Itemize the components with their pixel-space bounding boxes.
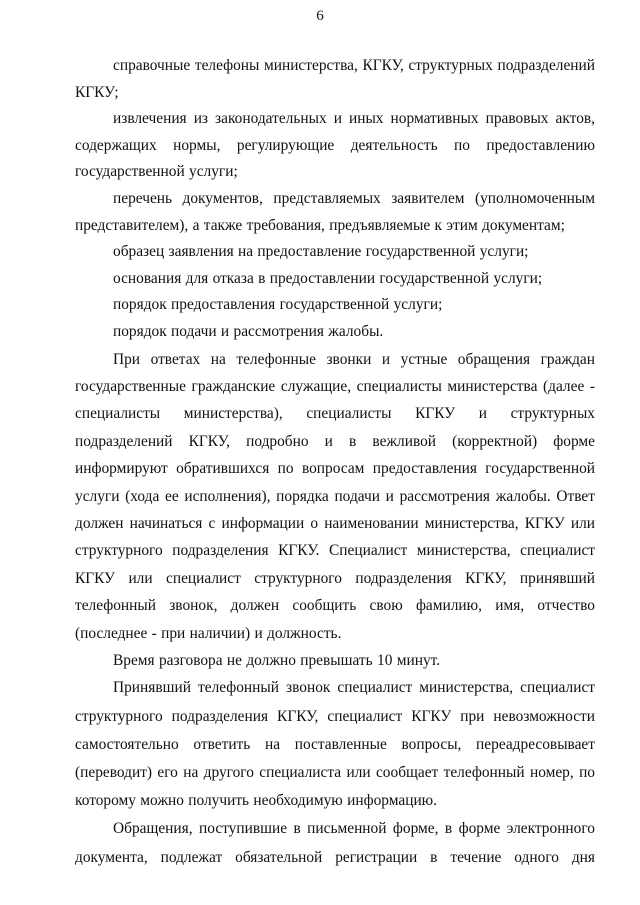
paragraph-written-requests: Обращения, поступившие в письменной форме, в форме электронного документа, подлежат обязательной регистрации в течение одного дня	[75, 820, 595, 866]
paragraph-reference-phones: справочные телефоны министерства, КГКУ, структурных подразделений КГКУ;	[75, 57, 595, 101]
paragraph-legal-extracts: извлечения из законодательных и иных нормативных правовых актов, содержащих нормы, регулирующие деятельность по предоставлению государственной услуги;	[75, 110, 595, 181]
paragraph-complaint-procedure: порядок подачи и рассмотрения жалобы.	[113, 322, 384, 340]
paragraph-call-duration: Время разговора не должно превышать 10 минут.	[113, 652, 441, 669]
paragraph-call-redirect: Принявший телефонный звонок специалист министерства, специалист структурного подразделения КГКУ, специалист КГКУ при невозможности самостоятельно ответить на поставленные вопросы, переадресовывает (переводит) его на другого специалиста или сообщает телефонный номер, по которому можно получить необходимую информацию.	[75, 679, 595, 810]
page-number: 6	[316, 8, 324, 24]
document-body	[75, 53, 595, 872]
paragraph-application-sample: образец заявления на предоставление государственной услуги;	[113, 243, 529, 261]
paragraph-refusal-grounds: основания для отказа в предоставлении государственной услуги;	[113, 269, 543, 287]
paragraph-phone-answers: При ответах на телефонные звонки и устные обращения граждан государственные гражданские служащие, специалисты министерства (далее - специалисты министерства), специалисты КГКУ и структурных подразделений КГКУ, подробно и в вежливой (корректной) форме информируют обратившихся по вопросам предоставления государственной услуги (хода ее исполнения), порядка подачи и рассмотрения жалобы. Ответ должен начинаться с информации о наименовании министерства, КГКУ или структурного подразделения КГКУ. Специалист министерства, специалист КГКУ или специалист структурного подразделения КГКУ, принявший телефонный звонок, должен сообщить свою фамилию, имя, отчество (последнее - при наличии) и должность.	[75, 350, 595, 642]
paragraph-service-procedure: порядок предоставления государственной услуги;	[113, 296, 443, 314]
paragraph-documents-list: перечень документов, представляемых заявителем (уполномоченным представителем), а также требования, предъявляемые к этим документам;	[75, 189, 595, 234]
